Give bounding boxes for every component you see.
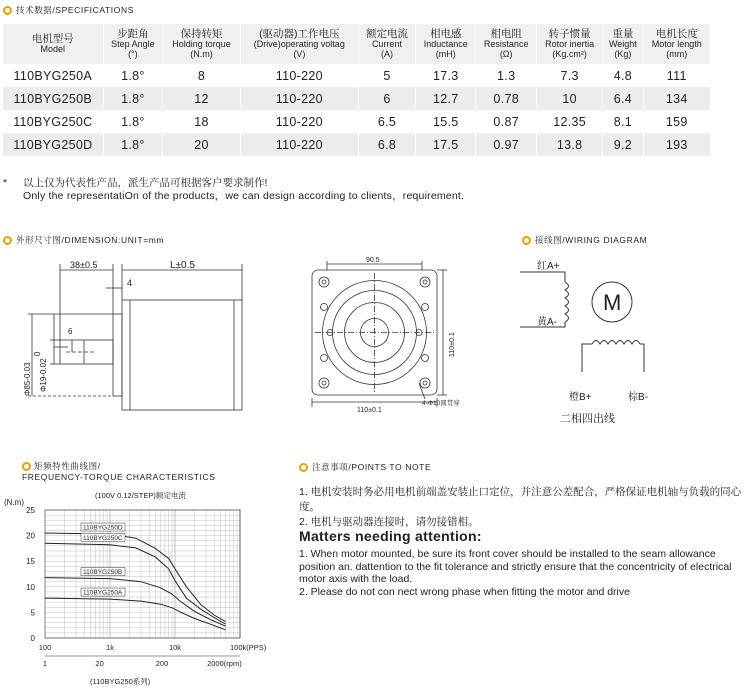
bullet-icon [22,462,31,471]
spec-cell: 6.4 [603,87,643,110]
spec-cell: 110-220 [240,133,358,156]
spec-header-zh: 相电阻 [490,28,522,40]
spec-cell: 110BYG250D [3,133,103,156]
spec-cell: 110-220 [240,110,358,133]
chart-title-zh: 矩频特性曲线图/ [34,461,101,471]
attention-en [299,548,751,598]
spec-title-text: 技术数据/SPECIFICATIONS [16,5,134,15]
spec-header-cell [416,24,476,64]
motor-letter: M [603,290,622,315]
spec-section-title [3,4,134,16]
chart-x2tick-label: 2000(rpm) [207,659,242,668]
wiring-section-title [522,234,647,246]
spec-header-zh: 保持转矩 [180,28,223,40]
chart-lines [45,533,226,630]
side-view-drawing [10,252,270,412]
spec-cell: 0.87 [476,110,537,133]
spec-cell: 0.78 [476,87,537,110]
spec-cell: 1.8° [103,133,162,156]
spec-cell: 5 [358,64,416,87]
spec-table [3,24,711,156]
dim-4: 4 [127,278,133,288]
dim-hole: 4-Φ10圆贯穿 [422,400,460,407]
front-boss [113,314,122,396]
spec-row [3,133,711,156]
footnote-star: * [3,177,8,189]
spec-table-body [3,64,711,156]
spec-header-zh: (驱动器)工作电压 [259,28,340,40]
spec-header-zh: 电机型号 [31,33,74,45]
spec-cell: 12 [163,87,241,110]
wire-red-label: 红A+ [537,261,560,272]
spec-header-unit: (Ω) [499,49,513,59]
torque-chart [0,488,280,688]
spec-header-en: Current [371,39,402,49]
dim-6: 6 [68,327,73,336]
wire-orange-label: 橙B+ [569,392,592,403]
chart-x2tick-label: 20 [95,659,104,668]
spec-header-en: Holding torque [172,39,231,49]
spec-header-zh: 步距角 [117,28,149,40]
dim-38: 38±0.5 [70,260,98,270]
spec-header-zh: 相电感 [430,28,462,40]
spec-cell: 13.8 [537,133,603,156]
spec-row [3,87,711,110]
spec-header-unit: (mm) [666,49,688,59]
spec-header-cell [643,24,711,64]
wiring-diagram [520,252,720,425]
spec-header-cell [3,24,103,64]
footnote-zh: 以上仅为代表性产品，派生产品可根据客户要求制作! [23,177,268,189]
spec-row [3,110,711,133]
spec-cell: 12.35 [537,110,603,133]
dim-110-right: 110±0.1 [449,332,456,357]
attention-cn [299,485,751,530]
wiring-caption: 二相四出线 [560,413,615,425]
spec-header-en: Rotor inertia [545,39,595,49]
chart-xtick-label: 100 [38,643,52,652]
front-view-drawing [300,255,480,415]
dim-shaft-tol: 0 [33,351,42,356]
spec-header-unit: (N.m) [190,49,213,59]
chart-ytick-label: 10 [26,582,35,592]
bullet-icon [3,236,12,245]
spec-row [3,64,711,87]
attention-heading: Matters needing attention: [299,528,482,544]
spec-cell: 4.8 [603,64,643,87]
wiring-title-text: 接线图/WIRING DIAGRAM [535,235,648,245]
spec-header-en: (Drive)operating voltag [253,39,345,49]
spec-header-en: Model [40,44,66,54]
spec-header-en: Weight [608,39,637,49]
spec-table-header [3,24,711,64]
spec-cell: 7.3 [537,64,603,87]
spec-cell: 1.8° [103,64,162,87]
spec-cell: 8.1 [603,110,643,133]
spec-header-en: Step Angle [111,39,155,49]
chart-ytick-label: 15 [26,557,35,567]
bullet-icon [522,236,531,245]
chart-section-title [22,461,215,483]
spec-cell: 6.5 [358,110,416,133]
chart-ytick-label: 5 [30,608,35,618]
chart-x2tick-label: 1 [42,659,48,668]
chart-series-label: 110BYG250C [83,534,123,542]
spec-cell: 111 [643,64,711,87]
chart-ytick-label: 0 [30,634,35,643]
spec-header-en: Inductance [423,39,468,49]
chart-series-label: 110BYG250A [83,589,123,597]
wire-brown-label: 棕B- [628,392,648,403]
spec-cell: 8 [163,64,241,87]
footnote-en: Only the representatiOn of the products，we can design according to clients，requirement. [23,190,465,202]
spec-cell: 134 [643,87,711,110]
spec-cell: 15.5 [416,110,476,133]
attention-en-1: 1. When motor mounted, be sure its front cover should be installed to the seam allowance position an. dattention to the fit tolerance and strictly ensure that the concentricity of electrical motor axis with the load. [299,548,732,586]
dim-boss: Φ85-0.03 [23,362,32,396]
spec-header-unit: (Kg) [614,49,632,59]
spec-cell: 12.7 [416,87,476,110]
chart-series-label: 110BYG250D [83,524,123,532]
dim-shaft: Φ19-0.02 [39,358,48,392]
spec-cell: 18 [163,110,241,133]
chart-ytick-label: 25 [26,506,35,515]
attention-cn-1: 1. 电机安装时务必用电机前端盖安装止口定位，并注意公差配合，严格保证电机轴与负载的同心度。 [299,486,742,513]
spec-cell: 110-220 [240,87,358,110]
spec-header-zh: 转子惯量 [548,28,591,40]
spec-cell: 6.8 [358,133,416,156]
spec-header-cell [537,24,603,64]
bullet-icon [299,463,308,472]
dimension-section-title [3,234,164,246]
chart-title: (100V 0.12/STEP)额定电流 [95,491,186,500]
attention-title-text: 注意事项/POINTS TO NOTE [312,462,432,472]
spec-header-cell [163,24,241,64]
spec-cell: 6 [358,87,416,110]
spec-cell: 1.3 [476,64,537,87]
chart-series-line [45,533,226,622]
spec-cell: 110BYG250A [3,64,103,87]
spec-cell: 1.8° [103,110,162,133]
chart-series-label: 110BYG250B [83,569,123,577]
spec-cell: 17.5 [416,133,476,156]
spec-header-unit: (°) [128,49,138,59]
spec-header-unit: (mH) [435,49,456,59]
spec-header-unit: (A) [380,49,393,59]
spec-cell: 159 [643,110,711,133]
chart-xtick-label: 100k(PPS) [230,643,267,652]
spec-header-cell [240,24,358,64]
chart-ylabel: (N.m) [4,498,24,507]
spec-cell: 110BYG250B [3,87,103,110]
dim-90-5: 90.5 [366,257,380,264]
dim-110-bottom: 110±0.1 [357,407,382,414]
dim-L: L±0.5 [170,260,195,271]
spec-header-unit: (V) [293,49,306,59]
chart-frame [45,510,240,638]
chart-grid [45,510,240,656]
spec-cell: 9.2 [603,133,643,156]
chart-x2-caption: (110BYG250系列) [90,677,151,686]
footnote [3,177,464,203]
spec-header-unit: (Kg.cm²) [552,49,587,59]
chart-x2tick-label: 200 [155,659,169,668]
chart-title-en: FREQUENCY-TORQUE CHARACTERISTICS [22,472,216,482]
spec-header-zh: 重量 [612,28,634,40]
motor-body-outline [122,300,242,410]
chart-labels [26,506,267,668]
spec-cell: 17.3 [416,64,476,87]
attention-en-2: 2. Please do not con nect wrong phase when fitting the motor and drive [299,585,630,598]
spec-cell: 10 [537,87,603,110]
spec-header-zh: 额定电流 [365,28,408,40]
chart-series-line [45,543,226,624]
spec-cell: 0.97 [476,133,537,156]
spec-header-zh: 电机长度 [655,28,698,40]
chart-xtick-label: 1k [106,643,114,652]
chart-xtick-label: 10k [168,643,182,652]
dimension-title-text: 外形尺寸图/DIMENSION:UNIT=mm [16,235,165,245]
spec-header-cell [603,24,643,64]
attention-section-title [299,461,431,473]
spec-header-en: Resistance [483,39,529,49]
spec-header-cell [103,24,162,64]
spec-header-cell [358,24,416,64]
spec-cell: 1.8° [103,87,162,110]
bullet-icon [3,6,12,15]
spec-cell: 193 [643,133,711,156]
spec-header-cell [476,24,537,64]
attention-cn-2: 2. 电机与驱动器连接时，请勿接错相。 [299,516,479,528]
spec-header-en: Motor length [651,39,702,49]
spec-cell: 110-220 [240,64,358,87]
chart-ytick-label: 20 [26,531,35,541]
wire-yellow-label: 黄A- [537,317,557,328]
spec-cell: 20 [163,133,241,156]
spec-cell: 110BYG250C [3,110,103,133]
